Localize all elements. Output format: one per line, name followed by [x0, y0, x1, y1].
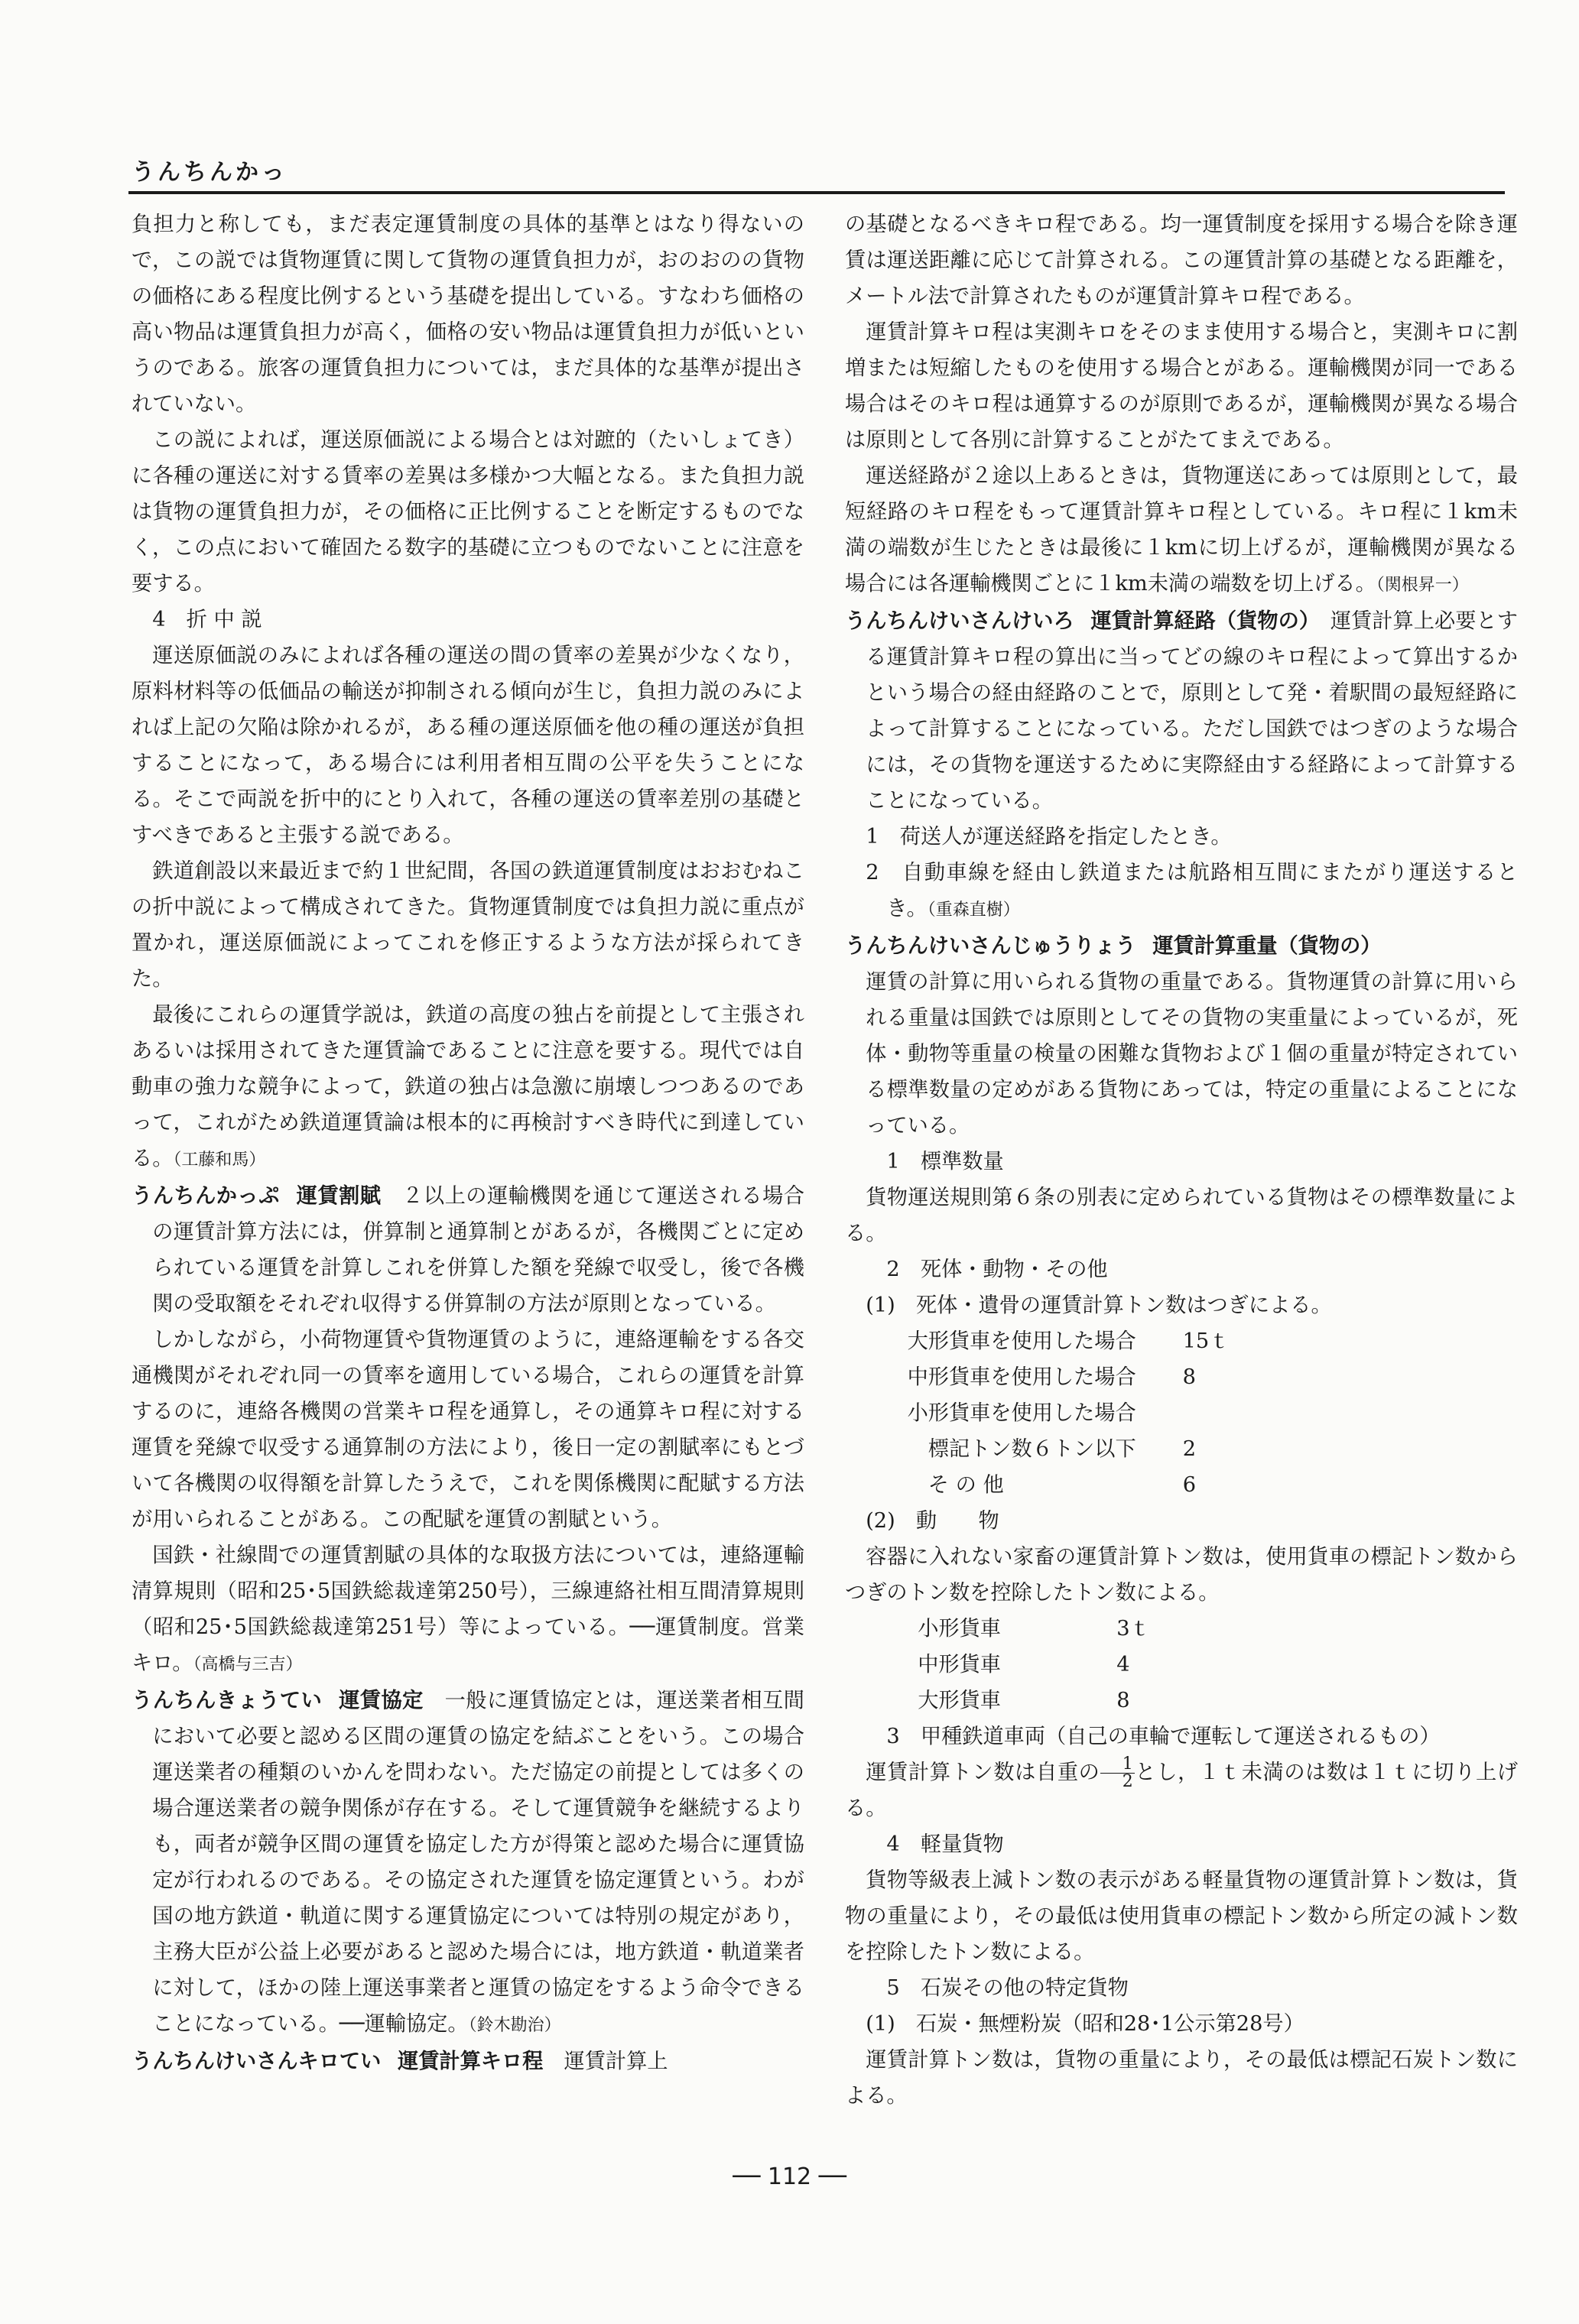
entry-text: 運賃計算上必要とする運賃計算キロ程の算出に当ってどの線のキロ程によって算出するかという場合の経由経路のことで，原則として発・着駅間の最短経路によって計算することになっている。ただし国鉄ではつぎのような場合には，その貨物を運送するために実際経由する経路によって計算することになっている。: [866, 609, 1518, 813]
table-row: [845, 1395, 1518, 1431]
paragraph: 運賃の計算に用いられる貨物の重量である。貨物運賃の計算に用いられる重量は国鉄では原則としてその貨物の実重量によっているが，死体・動物等重量の検量の困難な貨物および１個の重量が特定されている標準数量の定めがある貨物にあっては，特定の重量によることになっている。: [866, 970, 1518, 1138]
section-heading: 4 軽量貨物: [886, 1832, 1004, 1856]
paragraph: [845, 1754, 1518, 1826]
paragraph: [132, 997, 804, 1178]
entry-term: 運賃割賦: [296, 1184, 382, 1208]
author-credit: （高橋与三吉）: [193, 1655, 303, 1674]
paragraph-text: 国鉄・社線間での運賃割賦の具体的な取扱方法については，連絡運輸清算規則（昭和25･5国鉄総裁達第250号），三線連絡社相互間清算規則（昭和25･5国鉄総裁達第251号）等によっている。──運賃制度。営業キロ。: [132, 1543, 804, 1675]
table-row: [845, 1359, 1518, 1395]
table-row-label: 大形貨車: [918, 1689, 1001, 1712]
table-row: [845, 1611, 1518, 1647]
table-row-label: 標記トン数６トン以下: [928, 1437, 1136, 1461]
list-item-text: 2 自動車線を経由し鉄道または航路相互間にまたがり運送するとき。: [866, 861, 1518, 920]
paragraph: [845, 458, 1518, 603]
entry-headword: うんちんけいさんけいろ: [845, 609, 1074, 633]
left-column: [132, 206, 804, 2148]
author-credit: （関根昇一）: [1376, 576, 1469, 595]
dictionary-entry: [132, 1683, 804, 2043]
table-row-label: 中形貨車を使用した場合: [907, 1365, 1136, 1389]
author-credit: （工藤和馬）: [173, 1151, 266, 1170]
paragraph: の基礎となるべきキロ程である。均一運賃制度を採用する場合を除き運賃は運送距離に応じて計算される。この運賃計算の基礎となる距離を，メートル法で計算されたものが運賃計算キロ程である。: [845, 213, 1518, 308]
table-row-label: 大形貨車を使用した場合: [907, 1329, 1136, 1353]
table-row: [845, 1647, 1518, 1683]
entry-term: 運賃計算キロ程: [398, 2050, 544, 2073]
list-item: 1 荷送人が運送経路を指定したとき。: [866, 825, 1232, 849]
entry-headword: うんちんけいさんじゅうりょう: [845, 934, 1136, 958]
paragraph-text: 最後にこれらの運賃学説は，鉄道の高度の独占を前提として主張されあるいは採用されてきた運賃論であることに注意を要する。現代では自動車の強力な競争によって，鉄道の独占は急激に崩壊しつつあるのであって，これがため鉄道運賃論は根本的に再検討すべき時代に到達している。: [132, 1003, 804, 1170]
section-heading: 4 折 中 説: [152, 608, 262, 631]
header-rule: [128, 191, 1505, 194]
list-item: [845, 855, 1518, 928]
paragraph: 貨物等級表上減トン数の表示がある軽量貨物の運賃計算トン数は，貨物の重量により，その最低は使用貨車の標記トン数から所定の減トン数を控除したトン数による。: [845, 1868, 1518, 1964]
table-row-value: 8: [1116, 1689, 1130, 1712]
table-row: [845, 1467, 1518, 1503]
table-row-value: 2: [1182, 1437, 1197, 1461]
table-row: [845, 1683, 1518, 1719]
entry-text: 一般に運賃協定とは，運送業者相互間において必要と認める区間の運賃の協定を結ぶことをいう。この場合運送業者の種類のいかんを問わない。ただ協定の前提としては多くの場合運送業者の競争関係が存在する。そして運賃競争を継続するよりも，両者が競争区間の運賃を協定した方が得策と認めた場合に運賃協定が行われるのである。その協定された運賃を協定運賃という。わが国の地方鉄道・軌道に関する運賃協定については特別の規定があり，主務大臣が公益上必要があると認めた場合には，地方鉄道・軌道業者に対して，ほかの陸上運送事業者と運賃の協定をするよう命令できることになっている。──運輸協定。: [152, 1689, 804, 2036]
table-row-label: そ の 他: [928, 1473, 1004, 1497]
table-row-label: 中形貨車: [918, 1653, 1001, 1676]
table-row-value: 8: [1182, 1365, 1196, 1389]
fraction-numerator: 1: [1100, 1756, 1135, 1774]
subsection-heading: (1) 石炭・無煙粉炭（昭和28･1公示第28号）: [866, 2012, 1304, 2036]
paragraph: 鉄道創設以来最近まで約１世紀間，各国の鉄道運賃制度はおおむねこの折中説によって構成されてきた。貨物運賃制度では負担力説に重点が置かれ，運送原価説によってこれを修正するような方法が採られてきた。: [132, 859, 804, 991]
fraction-denominator: 2: [1122, 1772, 1133, 1791]
dictionary-entry: [845, 603, 1518, 819]
author-credit: （重森直樹）: [927, 901, 1020, 920]
paragraph: [132, 1537, 804, 1683]
table-row-value: 15ｔ: [1182, 1329, 1230, 1353]
subsection-heading: (1) 死体・遺骨の運賃計算トン数はつぎによる。: [866, 1293, 1332, 1317]
paragraph: 運送原価説のみによれば各種の運送の間の賃率の差異が少なくなり，原料材料等の低価品の輸送が抑制される傾向が生じ，負担力説のみによれば上記の欠陥は除かれるが，ある種の運送原価を他の種の運送が負担することになって，ある場合には利用者相互間の公平を失うことになる。そこで両説を折中的にとり入れて，各種の運送の賃率差別の基礎とすべきであると主張する説である。: [132, 644, 804, 847]
paragraph: しかしながら，小荷物運賃や貨物運賃のように，連絡運輸をする各交通機関がそれぞれ同一の賃率を適用している場合，これらの運賃を計算するのに，連絡各機関の営業キロ程を通算し，その通算キロ程に対する運賃を発線で収受する通算制の方法により，後日一定の割賦率にもとづいて各機関の収得額を計算したうえで，これを関係機関に配賦する方法が用いられることがある。この配賦を運賃の割賦という。: [132, 1328, 804, 1531]
section-heading: 2 死体・動物・その他: [886, 1258, 1108, 1281]
deduction-table: [845, 1611, 1518, 1719]
fraction: [1100, 1756, 1135, 1790]
dictionary-entry: [132, 2043, 804, 2079]
table-row-value: 4: [1116, 1653, 1130, 1676]
deadweight-table: [845, 1323, 1518, 1503]
paragraph-text: 運賃計算トン数は自重の: [866, 1761, 1100, 1784]
entry-term: 運賃計算重量（貨物の）: [1152, 934, 1382, 958]
table-row-label: 小形貨車を使用した場合: [907, 1401, 1136, 1425]
table-row-value: 6: [1182, 1473, 1197, 1497]
paragraph: 容器に入れない家畜の運賃計算トン数は，使用貨車の標記トン数からつぎのトン数を控除したトン数による。: [845, 1545, 1518, 1605]
dictionary-entry: [845, 928, 1518, 964]
paragraph: 運賃計算トン数は，貨物の重量により，その最低は標記石炭トン数による。: [845, 2048, 1518, 2108]
subsection-heading: (2) 動 物: [866, 1509, 999, 1533]
table-row-value: 3ｔ: [1116, 1617, 1151, 1641]
paragraph-text: とし，１ｔ未満のは数は１ｔに切り上げる。: [845, 1761, 1518, 1820]
table-row: [845, 1323, 1518, 1359]
paragraph-text: 運送経路が２途以上あるときは，貨物運送にあっては原則として，最短経路のキロ程をもって運賃計算キロ程としている。キロ程に１km未満の端数が生じたときは最後に１kmに切上げるが，運輸機関が異なる場合には各運輸機関ごとに１km未満の端数を切上げる。: [845, 464, 1518, 596]
section-heading: 1 標準数量: [886, 1150, 1004, 1173]
entry-text: ２以上の運輸機関を通じて運送される場合の運賃計算方法には，併算制と通算制とがあるが，各機関ごとに定められている運賃を計算しこれを併算した額を発線で収受し，後で各機関の受取額をそれぞれ収得する併算制の方法が原則となっている。: [152, 1184, 804, 1316]
dictionary-entry: [132, 1178, 804, 1322]
table-row: [845, 1431, 1518, 1467]
table-row-label: 小形貨車: [918, 1617, 1001, 1641]
paragraph: 運賃計算キロ程は実測キロをそのまま使用する場合と，実測キロに割増または短縮したものを使用する場合とがある。運輸機関が同一である場合はそのキロ程は通算するのが原則であるが，運輸機関が異なる場合は原則として各別に計算することがたてまえである。: [845, 320, 1518, 452]
entry-headword: うんちんきょうてい: [132, 1689, 323, 1712]
paragraph: 貨物運送規則第６条の別表に定められている貨物はその標準数量による。: [845, 1186, 1518, 1245]
entry-term: 運賃計算経路（貨物の）: [1090, 609, 1310, 633]
author-credit: （鈴木勘治）: [468, 2016, 561, 2035]
section-heading: 5 石炭その他の特定貨物: [886, 1976, 1129, 2000]
entry-term: 運賃協定: [339, 1689, 424, 1712]
entry-headword: うんちんかっぷ: [132, 1184, 280, 1208]
running-header: うんちんかっ: [132, 159, 288, 186]
paragraph: この説によれば，運送原価説による場合とは対蹠的（たいしょてき）に各種の運送に対する賃率の差異は多様かつ大幅となる。また負担力説は貨物の運賃負担力が，その価格に正比例することを断定するものでなく，この点において確固たる数字的基礎に立つものでないことに注意を要する。: [132, 428, 804, 596]
paragraph: 負担力と称しても，まだ表定運賃制度の具体的基準とはなり得ないので，この説では貨物運賃に関して貨物の運賃負担力が，おのおのの貨物の価格にある程度比例するという基礎を提出している。すなわち価格の高い物品は運賃負担力が高く，価格の安い物品は運賃負担力が低いというのである。旅客の運賃負担力については，まだ具体的な基準が提出されていない。: [132, 213, 804, 416]
entry-headword: うんちんけいさんキロてい: [132, 2050, 382, 2073]
page-number: ── 112 ──: [733, 2163, 846, 2190]
entry-text: 運賃計算上: [564, 2050, 668, 2073]
section-heading: 3 甲種鉄道車両（自己の車輪で運転して運送されるもの）: [886, 1725, 1441, 1748]
right-column: [845, 206, 1518, 2148]
